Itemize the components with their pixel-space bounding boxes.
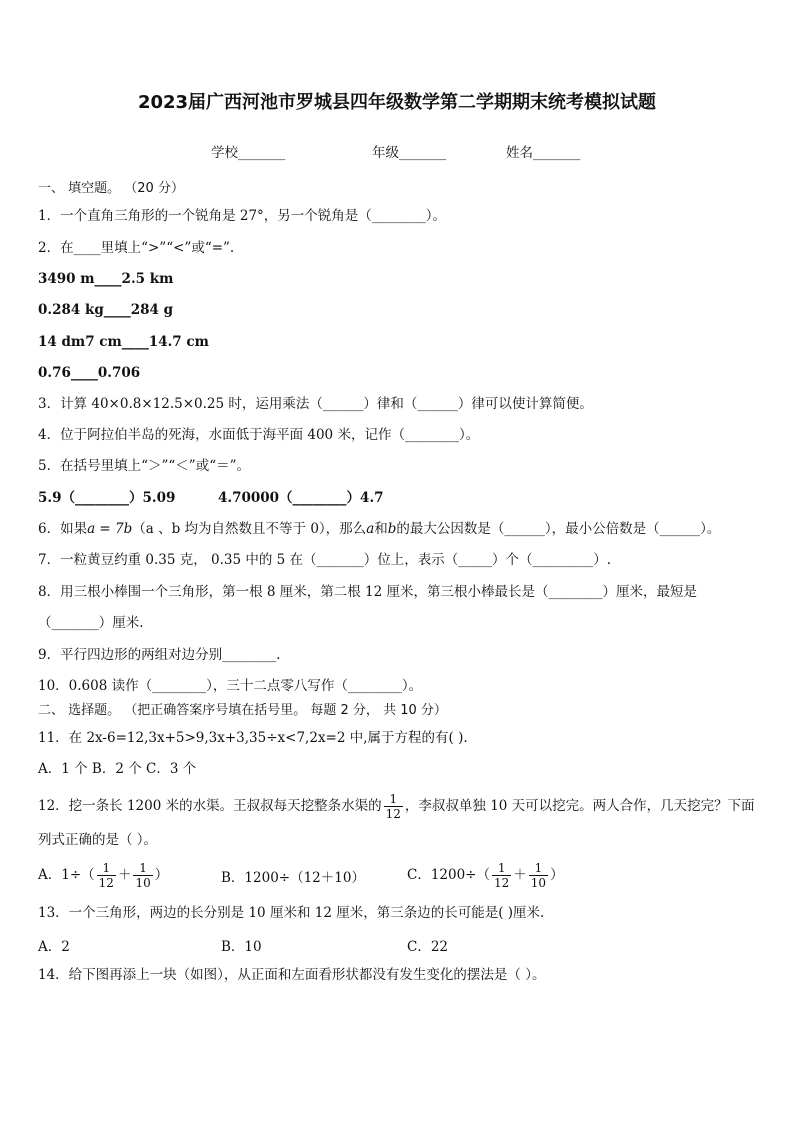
- section-fill-blank-heading: 一、 填空题。 （20 分）: [38, 181, 184, 196]
- q6-var-a: a: [366, 521, 375, 537]
- question-12-line-2: 列式正确的是（ ）。: [38, 832, 158, 848]
- question-2-item-a: 3490 m____2.5 km: [38, 271, 174, 287]
- q12-option-a-frac-2-den: 10: [135, 876, 151, 890]
- q12-option-a-frac-2-num: 1: [133, 861, 152, 876]
- grade-field: 年级_______: [372, 145, 447, 161]
- q6-suffix: 的最大公因数是（______），最小公倍数是（______）。: [396, 521, 721, 537]
- q12-option-c-frac-2: [529, 861, 548, 890]
- question-12-line-1: [38, 788, 755, 824]
- q12-option-a-frac-1-den: 12: [98, 876, 114, 890]
- question-14: 14．给下图再添上一块（如图），从正面和左面看形状都没有发生变化的摆法是（ ）。: [38, 967, 546, 983]
- q12-fraction: [384, 792, 403, 821]
- question-11: 11．在 2x-6=12,3x+5>9,3x+3,35÷x<7,2x=2 中,属于方程的有( ).: [38, 730, 468, 746]
- q12-suffix: ，李叔叔单独 10 天可以挖完。两人合作，几天挖完？下面: [404, 798, 755, 814]
- q6-prefix: 6．如果: [38, 521, 88, 537]
- q12-option-c: [407, 857, 564, 893]
- page-title: 2023届广西河池市罗城县四年级数学第二学期期末统考模拟试题: [137, 92, 657, 113]
- q13-option-c: C．22: [407, 939, 449, 955]
- q12-option-b: B．1200÷（12＋10）: [221, 870, 365, 886]
- q12-option-a-prefix: A．1÷（: [38, 867, 95, 883]
- question-2: 2．在____里填上“>”“<”或“=”.: [38, 240, 235, 256]
- q12-fraction-denominator: 12: [385, 807, 401, 821]
- q12-option-c-frac-2-num: 1: [529, 861, 548, 876]
- q12-option-c-plus: ＋: [513, 867, 527, 883]
- question-8-line-1: 8．用三根小棒围一个三角形，第一根 8 厘米，第二根 12 厘米，第三根小棒最长是（________）厘米，最短是: [38, 584, 698, 600]
- question-8-line-2: （_______）厘米.: [38, 615, 144, 631]
- section-choice-heading: 二、 选择题。 （把正确答案序号填在括号里。 每题 2 分， 共 10 分）: [38, 703, 447, 718]
- question-2-item-c: 14 dm7 cm____14.7 cm: [38, 334, 209, 350]
- q6-equation: a = 7b: [87, 521, 133, 537]
- question-4: 4．位于阿拉伯半岛的死海，水面低于海平面 400 米，记作（________）。: [38, 427, 480, 443]
- question-2-item-b: 0.284 kg____284 g: [38, 302, 174, 318]
- q13-option-b: B．10: [221, 939, 262, 955]
- question-7: 7．一粒黄豆约重 0.35 克， 0.35 中的 5 在（_______）位上，表示（_____）个（_________）.: [38, 552, 612, 568]
- q6-condition: （a 、b 均为自然数且不等于 0），那么: [132, 521, 367, 537]
- q12-option-c-close: ）: [550, 867, 564, 883]
- q12-option-a-frac-1: [97, 861, 116, 890]
- q12-option-c-prefix: C．1200÷（: [407, 867, 490, 883]
- question-1: 1．一个直角三角形的一个锐角是 27°，另一个锐角是（________）。: [38, 208, 447, 224]
- question-10: 10．0.608 读作（________），三十二点零八写作（________）。: [38, 678, 423, 694]
- q13-option-a: A．2: [38, 939, 70, 955]
- q12-prefix: 12．挖一条长 1200 米的水渠。王叔叔每天挖整条水渠的: [38, 798, 382, 814]
- question-13: 13．一个三角形，两边的长分别是 10 厘米和 12 厘米，第三条边的长可能是( )厘米.: [38, 905, 545, 921]
- q6-var-b: b: [387, 521, 397, 537]
- question-5-item-a: 5.9（________）5.09: [38, 490, 176, 506]
- q12-option-a-frac-1-num: 1: [97, 861, 116, 876]
- question-6: [38, 520, 720, 538]
- q12-option-c-frac-2-den: 10: [530, 876, 547, 890]
- question-5-item-b: 4.70000（________）4.7: [218, 490, 384, 506]
- q12-option-c-frac-1-den: 12: [494, 876, 510, 890]
- question-11-options: A．1 个 B．2 个 C．3 个: [38, 761, 197, 777]
- question-9: 9．平行四边形的两组对边分别________.: [38, 647, 281, 663]
- school-field: 学校_______: [211, 145, 286, 161]
- question-3: 3．计算 40×0.8×12.5×0.25 时，运用乘法（______）律和（______）律可以使计算简便。: [38, 396, 593, 412]
- q12-option-c-frac-1-num: 1: [492, 861, 511, 876]
- q12-option-a: [38, 857, 168, 893]
- q6-and: 和: [374, 521, 388, 537]
- question-5: 5．在括号里填上“＞”“＜”或“＝”。: [38, 458, 250, 474]
- q12-fraction-numerator: 1: [384, 792, 403, 807]
- q12-option-a-frac-2: [133, 861, 152, 890]
- q12-option-c-frac-1: [492, 861, 511, 890]
- q12-option-a-close: ）: [154, 867, 169, 883]
- question-2-item-d: 0.76____0.706: [38, 365, 141, 381]
- q12-option-a-plus: ＋: [117, 867, 132, 883]
- name-field: 姓名_______: [506, 145, 581, 161]
